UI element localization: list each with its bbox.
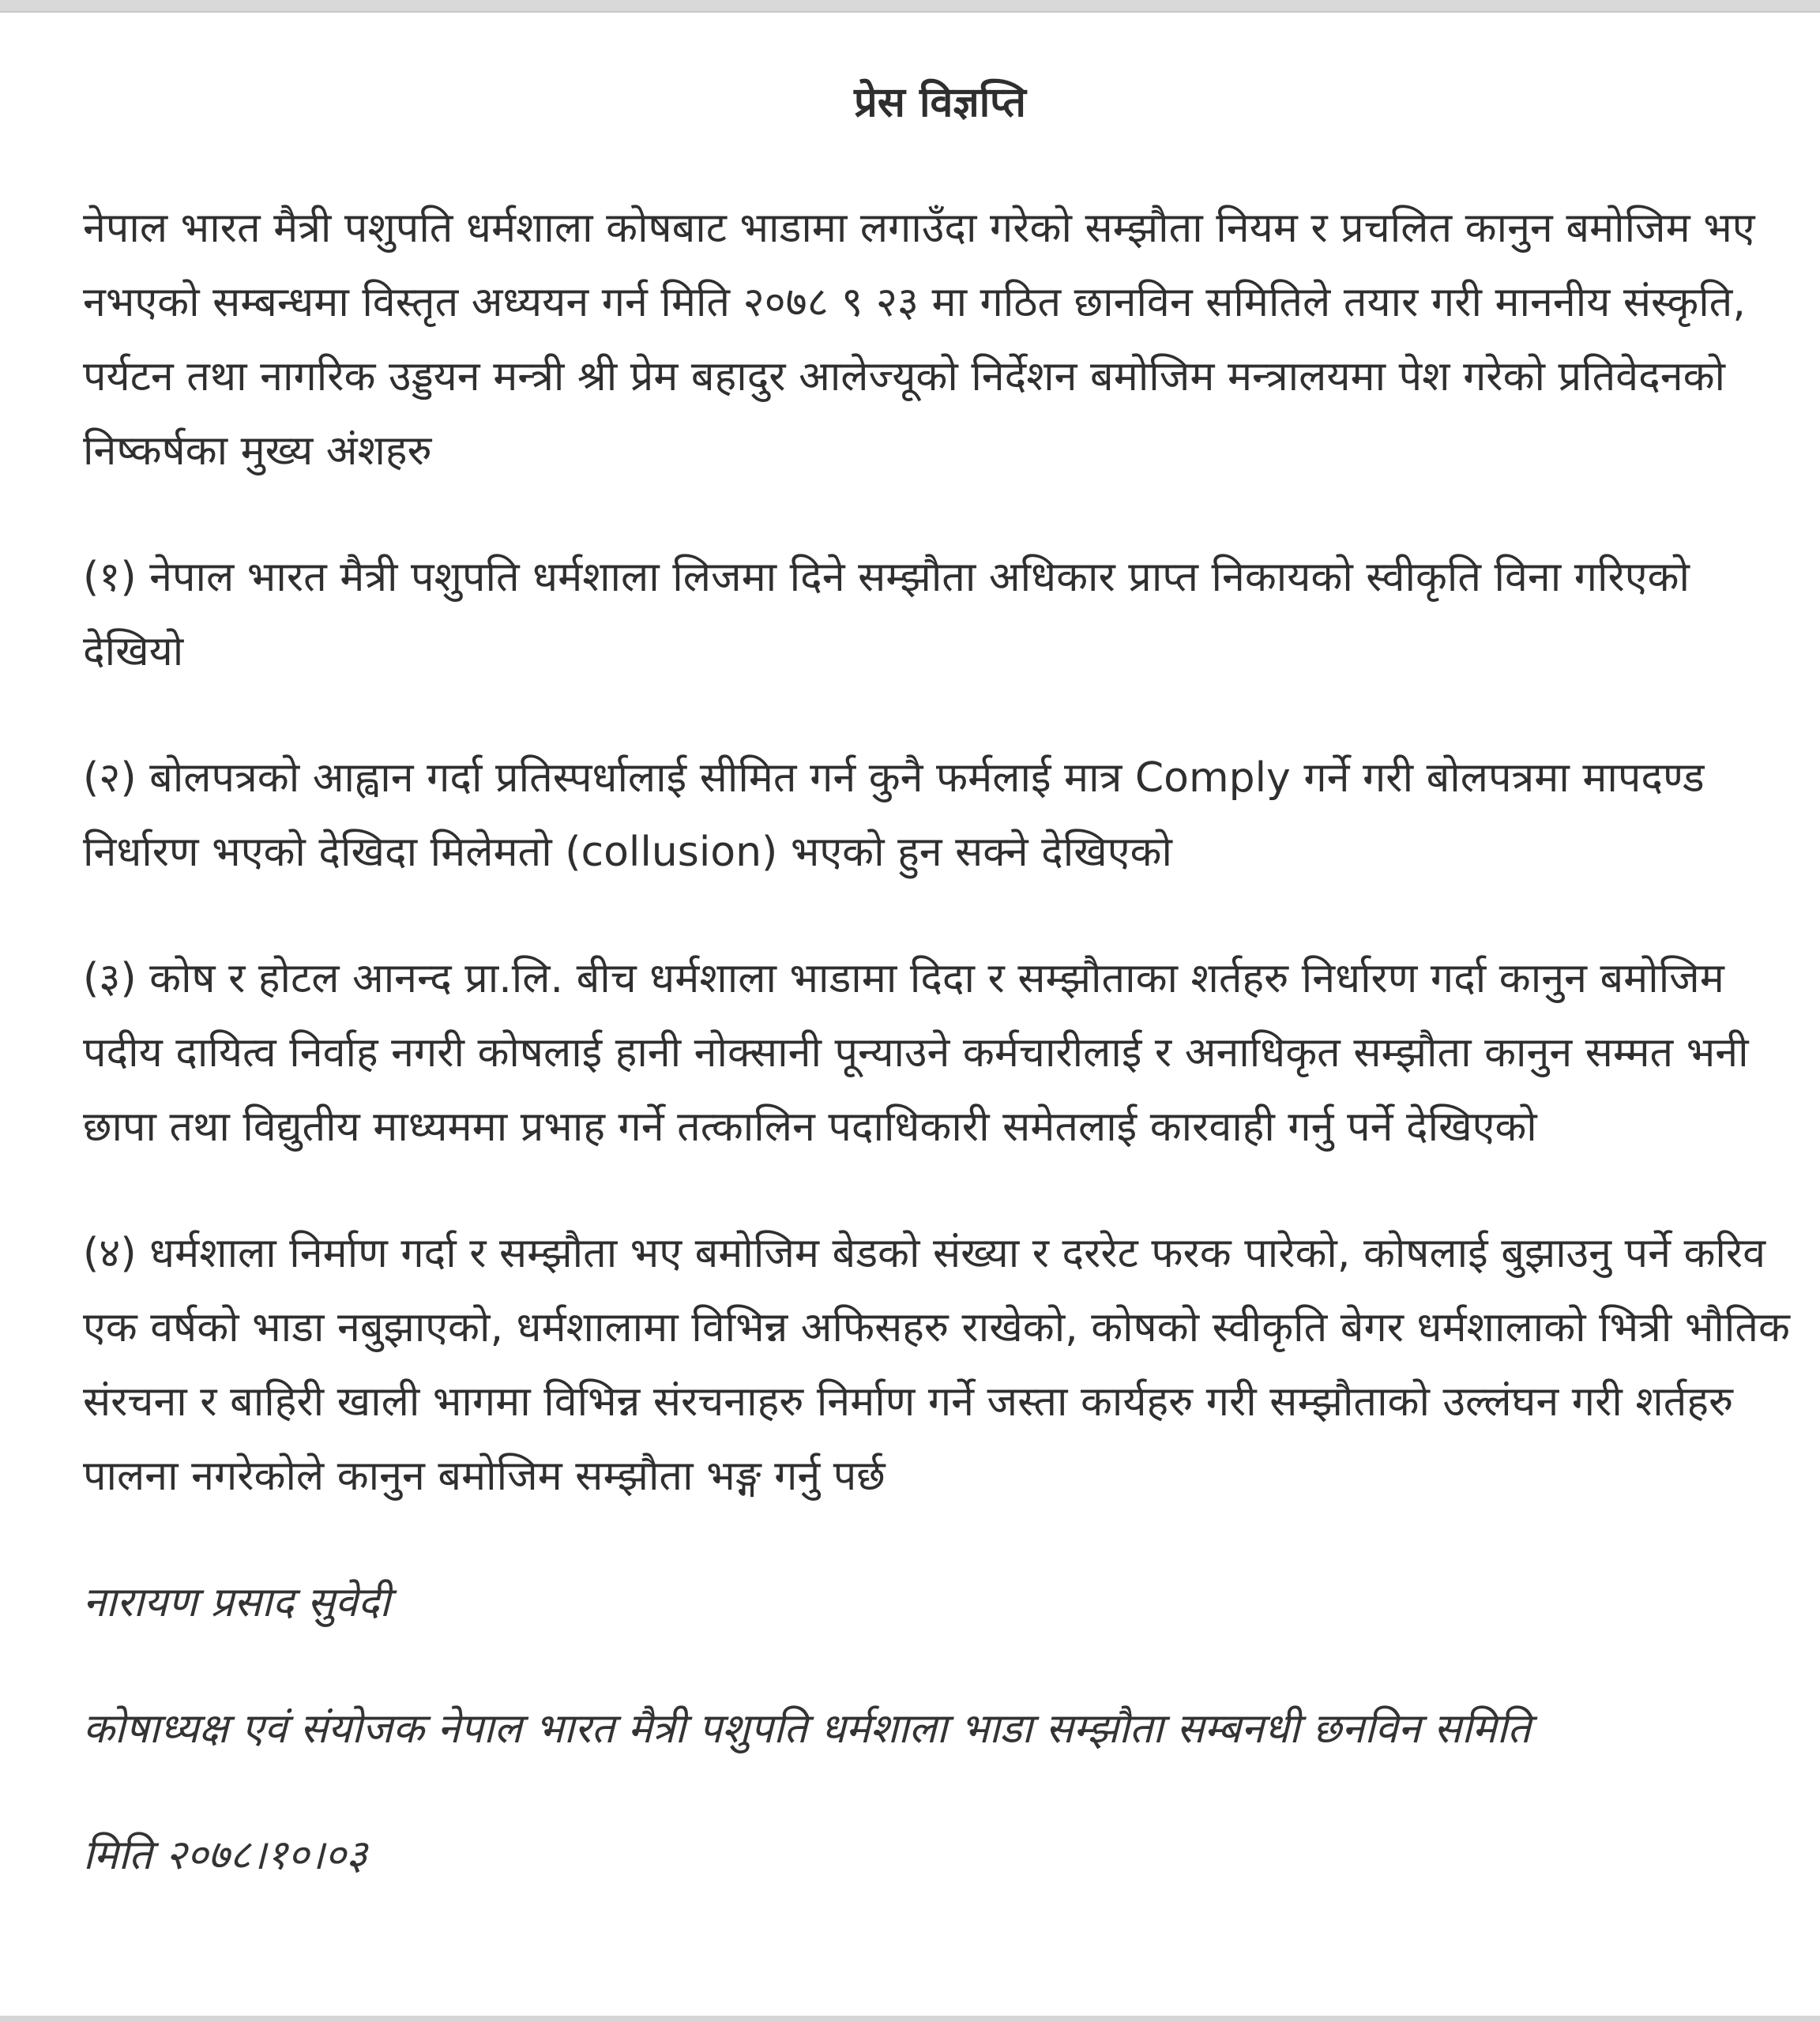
top-divider xyxy=(0,0,1820,13)
signatory-title: कोषाध्यक्ष एवं संयोजक नेपाल भारत मैत्री पशुपति धर्मशाला भाडा सम्झौता सम्बनधी छनविन समिति xyxy=(83,1705,1531,1753)
intro-paragraph: नेपाल भारत मैत्री पशुपति धर्मशाला कोषबाट भाडामा लगाउँदा गरेको सम्झौता नियम र प्रचलित कानुन बमोजिम भए नभएको सम्बन्धमा विस्तृत अध्ययन गर्न मिति २०७८ ९ २३ मा गठित छानविन समितिले तयार गरी माननीय संस्कृति, पर्यटन तथा नागरिक उड्डयन मन्त्री श्री प्रेम बहादुर आलेज्यूको निर्देशन बमोजिम मन्त्रालयमा पेश गरेको प्रतिवेदनको निष्कर्षका मुख्य अंशहरु xyxy=(83,205,1755,475)
document-title: प्रेस विज्ञप्ति xyxy=(854,79,1026,126)
point-1: (१) नेपाल भारत मैत्री पशुपति धर्मशाला लिजमा दिने सम्झौता अधिकार प्राप्त निकायको स्वीकृति विना गरिएको देखियो xyxy=(83,554,1690,675)
document-date: मिति २०७८।१०।०३ xyxy=(83,1832,367,1879)
press-release xyxy=(83,71,1797,1945)
point-3: (३) कोष र होटल आनन्द प्रा.लि. बीच धर्मशाला भाडामा दिदा र सम्झौताका शर्तहरु निर्धारण गर्दा कानुन बमोजिम पदीय दायित्व निर्वाह नगरी कोषलाई हानी नोक्सानी पून्याउने कर्मचारीलाई र अनाधिकृत सम्झौता कानुन सम्मत भनी छापा तथा विद्युतीय माध्यममा प्रभाह गर्ने तत्कालिन पदाधिकारी समेतलाई कारवाही गर्नु पर्ने देखिएको xyxy=(83,955,1749,1151)
signatory-name: नारायण प्रसाद सुवेदी xyxy=(83,1579,390,1626)
point-2: (२) बोलपत्रको आह्वान गर्दा प्रतिस्पर्धालाई सीमित गर्न कुनै फर्मलाई मात्र Comply गर्ने गरी बोलपत्रमा मापदण्ड निर्धारण भएको देखिदा मिलेमतो (collusion) भएको हुन सक्ने देखिएको xyxy=(83,754,1705,876)
bottom-divider xyxy=(0,2016,1820,2022)
point-4: (४) धर्मशाला निर्माण गर्दा र सम्झौता भए बमोजिम बेडको संख्या र दररेट फरक पारेको, कोषलाई बुझाउनु पर्ने करिव एक वर्षको भाडा नबुझाएको, धर्मशालामा विभिन्न अफिसहरु राखेको, कोषको स्वीकृति बेगर धर्मशालाको भित्री भौतिक संरचना र बाहिरी खाली भागमा विभिन्न संरचनाहरु निर्माण गर्ने जस्ता कार्यहरु गरी सम्झौताको उल्लंघन गरी शर्तहरु पालना नगरेकोले कानुन बमोजिम सम्झौता भङ्ग गर्नु पर्छ xyxy=(83,1230,1790,1500)
